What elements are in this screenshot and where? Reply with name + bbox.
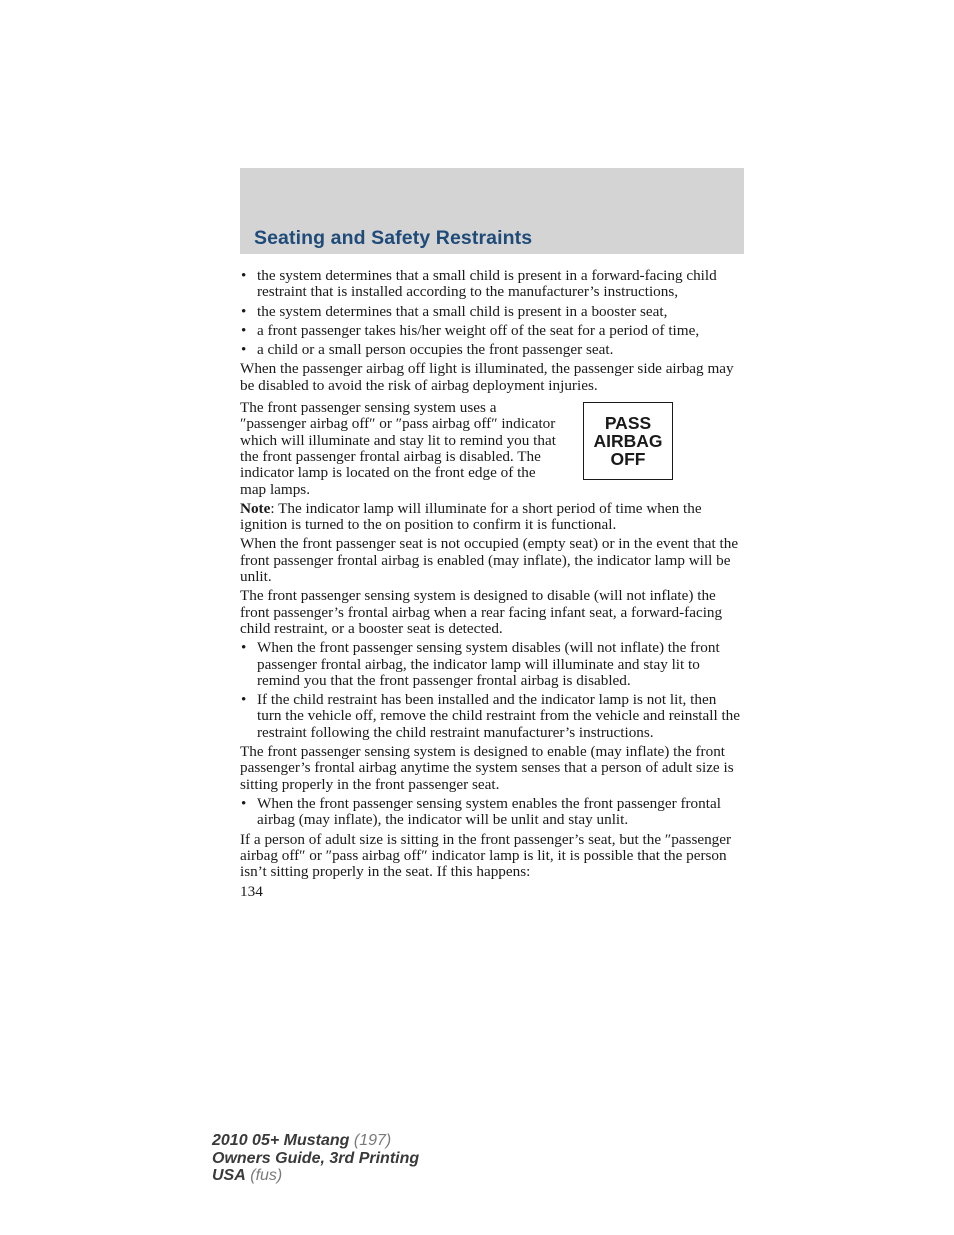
list-item: • a front passenger takes his/her weight off of the seat for a period of time,	[240, 323, 744, 339]
indicator-line: OFF	[610, 449, 646, 470]
list-item: • When the front passenger sensing system disables (will not inflate) the front passenger frontal airbag, the indicator lamp will illuminate and stay lit to remind you that the front passenger frontal airbag is disabled.	[240, 640, 744, 689]
page-number: 134	[240, 883, 263, 901]
pass-airbag-off-indicator	[583, 402, 673, 480]
paragraph: If a person of adult size is sitting in the front passenger’s seat, but the ″passenger airbag off″ or ″pass airbag off″ indicator lamp is lit, it is possible that the person isn’t sitting properly in the seat. If this happens:	[240, 830, 732, 881]
indicator-line: PASS	[604, 413, 652, 434]
section-title: Seating and Safety Restraints	[254, 227, 533, 249]
paragraph: The front passenger sensing system is designed to disable (will not inflate) the front passenger’s frontal airbag when a rear facing infant seat, a forward-facing child restraint, or a booster seat is detected.	[240, 587, 723, 637]
note-text: : The indicator lamp will illuminate for a short period of time when the ignition is turned to the on position to confirm it is functional.	[240, 499, 702, 534]
note-label: Note	[240, 499, 271, 517]
footer-line-model: 2010 05+ Mustang (197)	[212, 1132, 392, 1149]
list-item: • If the child restraint has been installed and the indicator lamp is not lit, then turn the vehicle off, remove the child restraint from the vehicle and reinstall the restraint following the child restraint manufacturer’s instructions.	[240, 692, 744, 741]
list-item: • the system determines that a small child is present in a forward-facing child restraint that is installed according to the manufacturer’s instructions,	[240, 268, 744, 301]
paragraph: When the passenger airbag off light is illuminated, the passenger side airbag may be disabled to avoid the risk of airbag deployment injuries.	[240, 360, 734, 394]
page-content	[240, 268, 744, 901]
list-item: • When the front passenger sensing system enables the front passenger frontal airbag (may inflate), the indicator will be unlit and stay unlit.	[240, 796, 744, 829]
note-paragraph	[240, 501, 744, 534]
bullet-list-disable	[240, 640, 744, 741]
paragraph: The front passenger sensing system is designed to enable (may inflate) the front passenger’s frontal airbag anytime the system senses that a person of adult size is sitting properly in the front passenger seat.	[240, 743, 734, 793]
bullet-list-conditions	[240, 268, 744, 358]
section-header-band	[240, 168, 744, 254]
bullet-list-enable	[240, 796, 744, 829]
footer-line-market: USA (fus)	[212, 1167, 283, 1184]
footer-line-edition: Owners Guide, 3rd Printing	[212, 1149, 420, 1167]
document-footer	[212, 1132, 419, 1185]
list-item: • a child or a small person occupies the front passenger seat.	[240, 342, 744, 358]
indicator-section	[240, 400, 744, 498]
list-item: • the system determines that a small child is present in a booster seat,	[240, 304, 744, 320]
indicator-line: AIRBAG	[593, 431, 663, 452]
paragraph: When the front passenger seat is not occupied (empty seat) or in the event that the front passenger frontal airbag is enabled (may inflate), the indicator lamp will be unlit.	[240, 535, 739, 586]
paragraph: The front passenger sensing system uses a ″passenger airbag off″ or ″pass airbag off″ indicator which will illuminate and stay lit to remind you that the front passenger frontal airbag is disabled. The indicator lamp is located on the front edge of the map lamps.	[240, 399, 556, 498]
